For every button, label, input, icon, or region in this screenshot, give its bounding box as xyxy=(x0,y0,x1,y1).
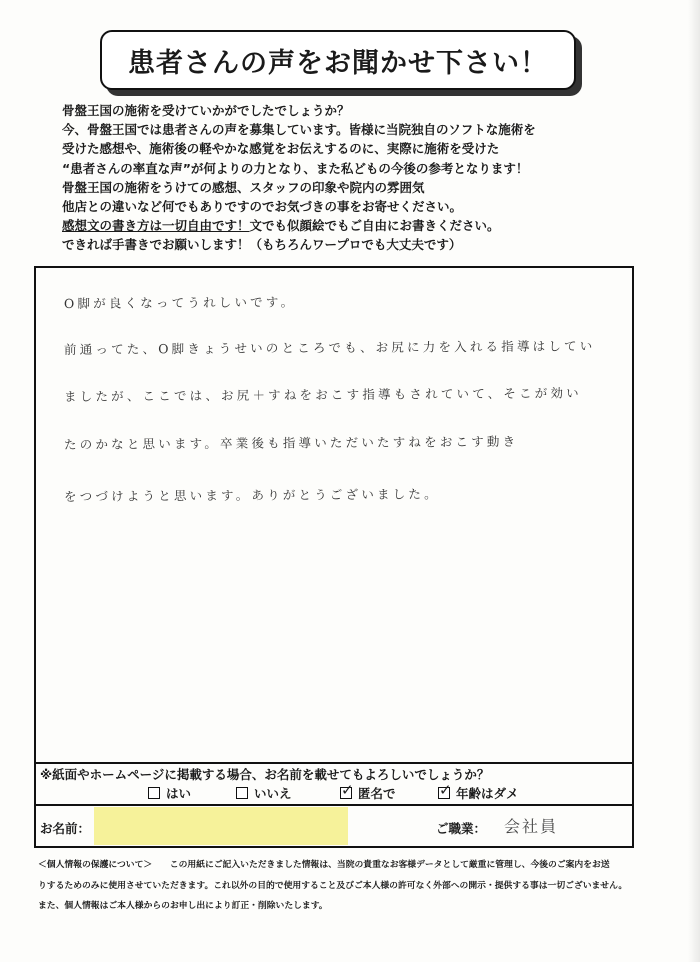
feedback-form xyxy=(34,266,634,848)
privacy-line: また、個人情報はご本人様からのお申し出により訂正・削除いたします。 xyxy=(38,901,328,911)
intro-text xyxy=(62,101,662,255)
handwritten-line: をつづけようと思います。ありがとうございました。 xyxy=(63,486,440,504)
option-no-age-label: 年齢はダメ xyxy=(456,786,519,801)
privacy-line: ＜個人情報の保護について＞ この用紙にご記入いただきました情報は、当院の貴重なお客様データとして厳重に管理し、今後のご案内をお送 xyxy=(38,860,610,870)
option-no-age[interactable] xyxy=(438,784,519,802)
intro-line: 骨盤王国の施術を受けていかがでしたでしょうか？ xyxy=(62,103,350,118)
intro-line: 受けた感想や、施術後の軽やかな感覚をお伝えするのに、実際に施術を受けた xyxy=(62,141,500,157)
option-anonymous[interactable] xyxy=(340,784,396,802)
checkbox-yes[interactable] xyxy=(148,787,160,799)
option-anonymous-label: 匿名で xyxy=(358,786,396,801)
name-row xyxy=(36,804,632,848)
handwritten-line: O脚が良くなってうれしいです。 xyxy=(63,294,297,311)
handwritten-line: ましたが、ここでは、お尻＋すねをおこす指導もされていて、そこが効い xyxy=(63,385,582,404)
option-yes-label: はい xyxy=(166,786,192,801)
scan-edge-shadow xyxy=(688,0,700,962)
option-no[interactable] xyxy=(236,784,292,802)
checkbox-no[interactable] xyxy=(236,787,248,799)
page-title: 患者さんの声をお聞かせ下さい！ xyxy=(100,30,576,90)
intro-line: “患者さんの率直な声”が何よりの力となり、また私どもの今後の参考となります！ xyxy=(62,160,529,176)
intro-line: 他店との違いなど何でもありですのでお気づきの事をお寄せください。 xyxy=(62,198,463,214)
option-no-label: いいえ xyxy=(254,786,292,801)
intro-line-rest: 文でも似顔絵でもご自由にお書きください。 xyxy=(249,218,500,234)
name-label: お名前： xyxy=(40,821,91,836)
privacy-notice xyxy=(38,855,668,917)
intro-line xyxy=(62,216,662,235)
comment-area[interactable] xyxy=(36,268,632,764)
checkbox-no-age[interactable] xyxy=(438,787,450,799)
checkbox-anonymous[interactable] xyxy=(340,787,352,799)
occupation-value[interactable]: 会社員 xyxy=(504,817,559,836)
name-field-redacted[interactable] xyxy=(94,807,348,845)
handwritten-line: たのかなと思います。卒業後も指導いただいたすねをおこす動き xyxy=(63,433,519,452)
publish-question: ※紙面やホームページに掲載する場合、お名前を載せてもよろしいでしょうか？ xyxy=(40,767,490,782)
intro-line: 骨盤王国の施術をうけての感想、スタッフの印象や院内の雰囲気 xyxy=(62,179,425,195)
intro-line: できれば手書きでお願いします！（もちろんワープロでも大丈夫です） xyxy=(62,237,462,253)
handwritten-line: 前通ってた、O脚きょうせいのところでも、お尻に力を入れる指導はしてい xyxy=(63,338,596,357)
occupation-label: ご職業： xyxy=(436,821,487,836)
privacy-line: りするためのみに使用させていただきます。これ以外の目的で使用すること及びご本人様の許可なく外部への開示・提供する事は一切ございません。 xyxy=(38,880,628,891)
intro-line: 今、骨盤王国では患者さんの声を募集しています。皆様に当院独自のソフトな施術を xyxy=(62,122,536,138)
intro-emphasis: 感想文の書き方は一切自由です！ xyxy=(62,218,250,234)
publish-consent xyxy=(36,762,632,806)
option-yes[interactable] xyxy=(148,784,191,802)
